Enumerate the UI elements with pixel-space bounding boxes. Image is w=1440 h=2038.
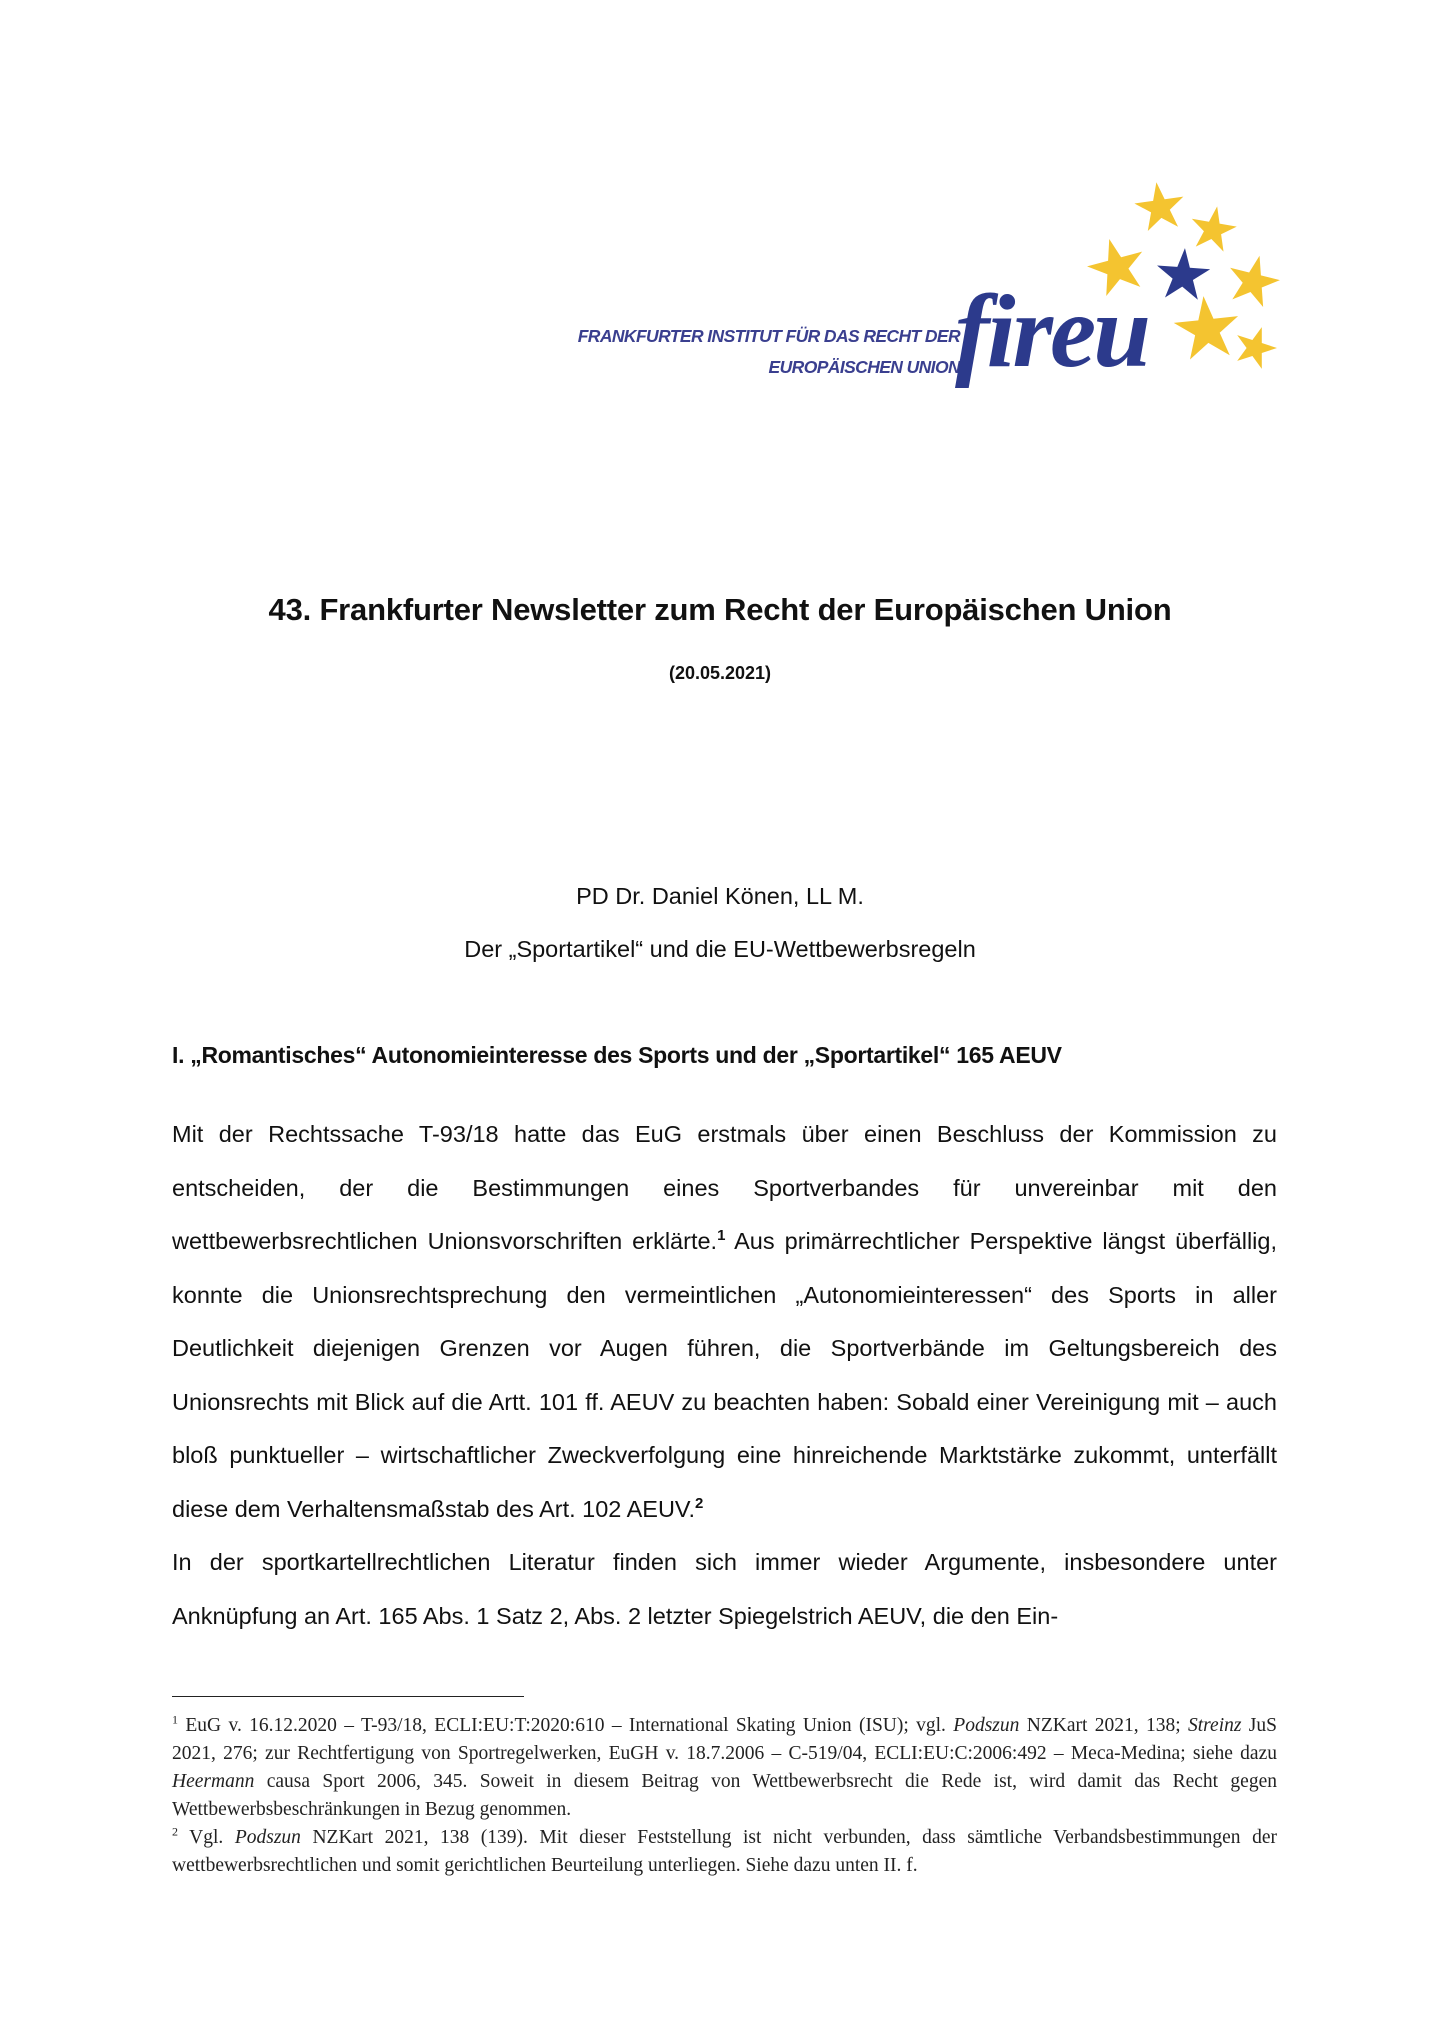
footnote-separator xyxy=(172,1696,524,1697)
logo-institute-line2: EUROPÄISCHEN UNION xyxy=(768,357,960,377)
footnote-text: causa Sport 2006, 345. Soweit in diesem Beitrag von Wettbewerbsrecht die Rede ist, wird damit das Recht gegen Wettbewerbsbeschränkungen in Bezug genommen. xyxy=(172,1771,1277,1820)
footnote-text: NZKart 2021, 138; xyxy=(1019,1715,1188,1736)
footnote-1 xyxy=(172,1712,1277,1824)
body-text-segment: Mit der Rechtssache T-93/18 hatte das EuG erstmals über einen Beschluss der Kommission zu entscheiden, der die Bestimmungen eines Sportverbandes für unvereinbar mit den wettbewerbsrechtlichen Unionsvorschriften erklärte. xyxy=(172,1121,1277,1254)
footnote-number: 1 xyxy=(172,1712,178,1727)
author-name: PD Dr. Daniel Könen, LL M. xyxy=(576,883,864,909)
footnote-2 xyxy=(172,1824,1277,1880)
section-heading: I. „Romantisches“ Autonomieinteresse des Sports und der „Sportartikel“ 165 AEUV xyxy=(172,1042,1062,1068)
footnote-author: Podszun xyxy=(234,1827,301,1848)
footnote-text: NZKart 2021, 138 (139). Mit dieser Feststellung ist nicht verbunden, dass sämtliche Verbandsbestimmungen der wettbewerbsrechtlichen und somit gerichtlichen Beurteilung unterliegen. Siehe dazu unten II. f. xyxy=(172,1827,1277,1876)
eu-stars-icon xyxy=(1065,180,1290,395)
footnote-number: 2 xyxy=(172,1824,178,1839)
newsletter-date: (20.05.2021) xyxy=(668,663,772,683)
body-paragraph xyxy=(172,1108,1277,1536)
footnote-author: Podszun xyxy=(953,1715,1020,1736)
footnote-ref-1[interactable]: 1 xyxy=(717,1227,726,1245)
fireu-logo xyxy=(535,180,1285,420)
footnotes xyxy=(172,1712,1277,1880)
navy-star xyxy=(1155,246,1212,300)
footnote-author: Heermann xyxy=(172,1771,255,1792)
logo-wordmark: fireu xyxy=(955,274,1148,389)
body-paragraph: In der sportkartellrechtlichen Literatur finden sich immer wieder Argumente, insbesondere unter Anknüpfung an Art. 165 Abs. 1 Satz 2, Abs. 2 letzter Spiegelstrich AEUV, die den Ein- xyxy=(172,1549,1277,1629)
footnote-text: EuG v. 16.12.2020 – T-93/18, ECLI:EU:T:2020:610 – International Skating Union (ISU); vgl. xyxy=(178,1715,954,1736)
footnote-author: Streinz xyxy=(1188,1715,1242,1736)
body-text-segment: Aus primärrechtlicher Perspektive längst überfällig, konnte die Unionsrechtsprechung den vermeintlichen „Autonomieinteressen“ des Sports in aller Deutlichkeit diejenigen Grenzen vor Augen führen, die Sportverbände im Geltungsbereich des Unionsrechts mit Blick auf die Artt. 101 ff. AEUV zu beachten haben: Sobald einer Vereinigung mit – auch bloß punktueller – wirtschaftlicher Zweckverfolgung eine hinreichende Marktstärke zukommt, unterfällt diese dem Verhaltensmaßstab des Art. 102 AEUV. xyxy=(172,1228,1277,1522)
footnote-text: JuS 2021, 276; zur Rechtfertigung von Sportregelwerken, EuGH v. 18.7.2006 – C-519/04, ECLI:EU:C:2006:492 – Meca-Medina; siehe dazu xyxy=(172,1715,1277,1764)
article-title: Der „Sportartikel“ und die EU-Wettbewerbsregeln xyxy=(464,936,976,962)
article-body xyxy=(172,1108,1277,1643)
newsletter-title: 43. Frankfurter Newsletter zum Recht der Europäischen Union xyxy=(268,592,1172,627)
logo-institute-line1: FRANKFURTER INSTITUT FÜR DAS RECHT DER xyxy=(577,326,960,346)
footnote-text: Vgl. xyxy=(178,1827,235,1848)
footnote-ref-2[interactable]: 2 xyxy=(694,1494,704,1512)
